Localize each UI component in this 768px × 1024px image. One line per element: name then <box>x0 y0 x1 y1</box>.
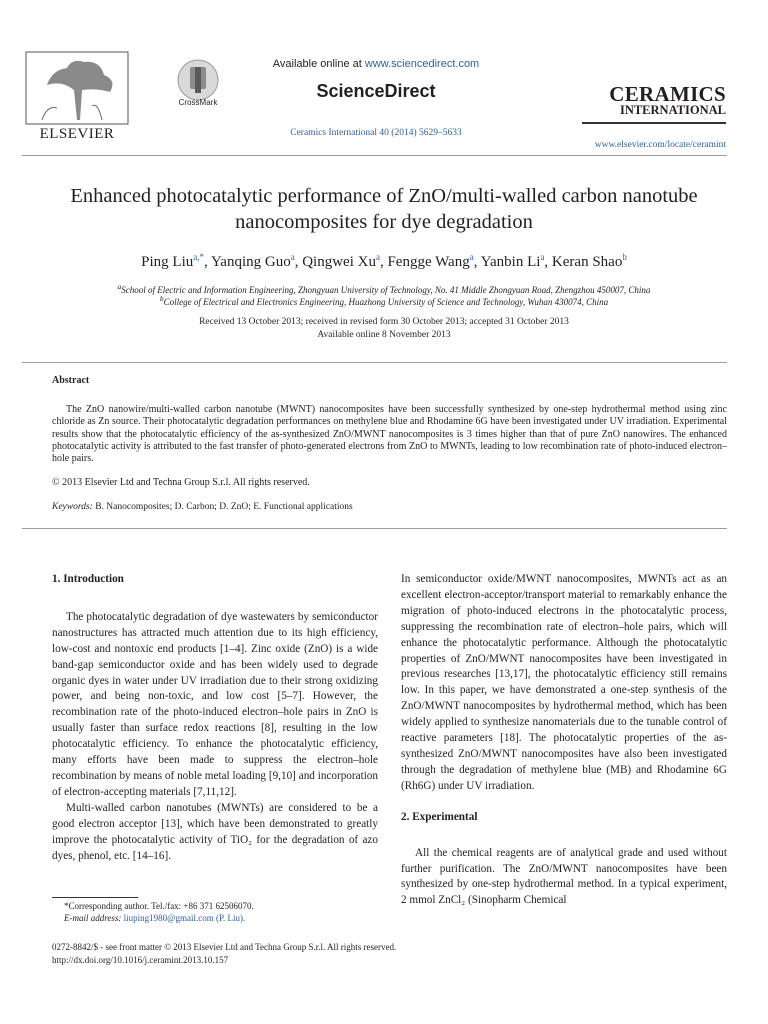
available-prefix: Available online at <box>272 58 365 70</box>
email-note <box>64 913 384 923</box>
doi-link[interactable]: http://dx.doi.org/10.1016/j.ceramint.2013.10.157 <box>52 955 229 965</box>
author-name: Ping Liu <box>141 254 194 270</box>
paragraph: The photocatalytic degradation of dye wastewaters by semiconductor nanostructures has attracted much attention due to its high efficiency, low-cost and nontoxic end products [1–4]. Zinc oxide (ZnO) is a wide band-gap semiconductor oxide and has been widely used to degrade organic dyes in water under UV irradiation due to their strong oxidizing power, and being non-toxic, and low cost [5–7]. However, the recombination rate of the photo-induced electron–hole pairs in ZnO is usually faster than surface redox reactions [8], resulting in the low photocatalytic efficiency. To enhance the photocatalytic efficiency, many efforts have been made to suppress the electron–hole recombination by means of noble metal loading [9,10] and incorporation of electron-accepting materials [7,11,12]. <box>52 610 378 798</box>
section-heading-experimental: 2. Experimental <box>401 810 478 823</box>
keywords-label: Keywords: <box>52 502 93 512</box>
abstract-heading: Abstract <box>52 375 90 386</box>
author-list: Ping Liu$^{a,*}$, Yanqing Guo$^a$, Qingwei Xu$^a$, Fengge Wang$^a$, Yanbin Li$^a$, Keran Shao$^b$ <box>141 252 627 270</box>
left-column <box>52 572 378 864</box>
author-name: Yanqing Guo <box>210 254 291 270</box>
header-divider <box>22 155 727 156</box>
issn-line: 0272-8842/$ - see front matter © 2013 Elsevier Ltd and Techna Group S.r.l. All rights reserved. <box>52 942 397 952</box>
article-title <box>40 183 728 235</box>
crossmark-label: CrossMark <box>178 98 218 107</box>
journal-underline <box>582 122 726 124</box>
author-affiliation-mark[interactable]: a <box>540 252 545 262</box>
keywords <box>52 502 727 512</box>
author-affiliation-mark[interactable]: a <box>375 252 380 262</box>
abstract-divider-bottom <box>22 528 727 529</box>
title-line1: Enhanced photocatalytic performance of ZnO/multi-walled carbon nanotube <box>70 185 698 207</box>
footnote-divider <box>52 897 138 898</box>
keywords-list: B. Nanocomposites; D. Carbon; D. ZnO; E. Functional applications <box>92 502 353 512</box>
publisher-name: ELSEVIER <box>39 126 115 142</box>
author-name: Fengge Wang <box>387 254 470 270</box>
sciencedirect-wordmark: ScienceDirect <box>316 81 436 101</box>
paragraph: Multi-walled carbon nanotubes (MWNTs) are considered to be a good electron acceptor [13], which have been demonstrated to greatly improve the photocatalytic activity of TiO₂ for the degradation of azo dyes, phenol, etc. [14–16]. <box>52 801 378 862</box>
journal-name-line2: INTERNATIONAL <box>619 103 726 117</box>
affiliation-b: $^b$College of Electrical and Electronics Engineering, Huazhong University of Science and Technology, Wuhan 430074, China <box>159 294 609 307</box>
author-name: Yanbin Li <box>480 254 541 270</box>
author-affiliation-mark[interactable]: a <box>469 252 474 262</box>
email-label: E-mail address: <box>64 913 124 923</box>
abstract-text: The ZnO nanowire/multi-walled carbon nanotube (MWNT) nanocomposites have been successfully synthesized by one-step hydrothermal method using zinc chloride as Zn source. Their photocatalytic degradation performances on methylene blue and Rhodamine 6G have been investigated under UV irradiation. Experimental results show that the photocatalytic efficiency of the as-synthesized ZnO/MWNT nanocomposites is 3 times higher than that of pure ZnO nanowires. The enhanced photocatalytic activity is attributed to the fast transfer of photo-generated electrons from ZnO to MWNTs, leading to low recombination rate of photo-induced electron–hole pairs. <box>52 404 727 465</box>
paragraph: In semiconductor oxide/MWNT nanocomposites, MWNTs act as an excellent electron-acceptor/transport material to remarkably enhance the migration of photo-induced electrons in the photocatalytic process, suppressing the recombination rate of electron–hole pairs, which will enhance the photocatalytic performance. Although the photocatalytic properties of ZnO/MWNT nanocomposites have been investigated in previous researches [13,17], the photocatalytic efficiency still remains low. In this paper, we have demonstrated a one-step synthesis of the ZnO/MWNT nanocomposites by hydrothermal method, which has been widely applied to synthesize nanomaterials due to the tunable control of reactive parameters [18]. The photocatalytic properties of the as-synthesized ZnO/MWNT nanocomposites have also been investigated through the degradation of methylene blue (MB) and Rhodamine 6G (Rh6G) under UV irradiation. <box>401 573 727 792</box>
paragraph: All the chemical reagents are of analytical grade and used without further purification. The ZnO/MWNT nanocomposites have been synthesized by one-step hydrothermal method. In a typical experiment, 2 mmol ZnCl₂ (Sinopharm Chemical <box>401 846 727 907</box>
author-name: Keran Shao <box>551 254 623 270</box>
abstract-divider-top <box>22 362 727 363</box>
author-affiliation-mark[interactable]: a <box>290 252 295 262</box>
email-link[interactable]: liuping1980@gmail.com (P. Liu). <box>123 913 246 923</box>
author-name: Qingwei Xu <box>302 254 376 270</box>
right-column <box>401 572 727 909</box>
journal-name-line1: CERAMICS <box>609 82 726 106</box>
received-dates: Received 13 October 2013; received in revised form 30 October 2013; accepted 31 October 2013 <box>199 317 569 327</box>
corresponding-author-note: *Corresponding author. Tel./fax: +86 371 62506070. <box>64 901 254 911</box>
available-online-line <box>246 58 506 70</box>
available-online-date: Available online 8 November 2013 <box>317 330 451 340</box>
journal-citation[interactable]: Ceramics International 40 (2014) 5629–5633 <box>290 128 462 138</box>
author-affiliation-mark[interactable]: b <box>622 252 627 262</box>
journal-url-link[interactable]: www.elsevier.com/locate/ceramint <box>594 140 726 150</box>
author-affiliation-mark[interactable]: a,* <box>193 252 204 262</box>
abstract-copyright: © 2013 Elsevier Ltd and Techna Group S.r.l. All rights reserved. <box>52 477 310 488</box>
title-line2: nanocomposites for dye degradation <box>235 211 533 233</box>
section-heading-introduction: 1. Introduction <box>52 573 124 585</box>
affiliation-a: $^a$School of Electric and Information Engineering, Zhongyuan University of Technology, No. 41 Middle Zhongyuan Road, Zhengzhou 450007, China <box>117 282 651 295</box>
sciencedirect-link[interactable]: www.sciencedirect.com <box>364 58 480 70</box>
